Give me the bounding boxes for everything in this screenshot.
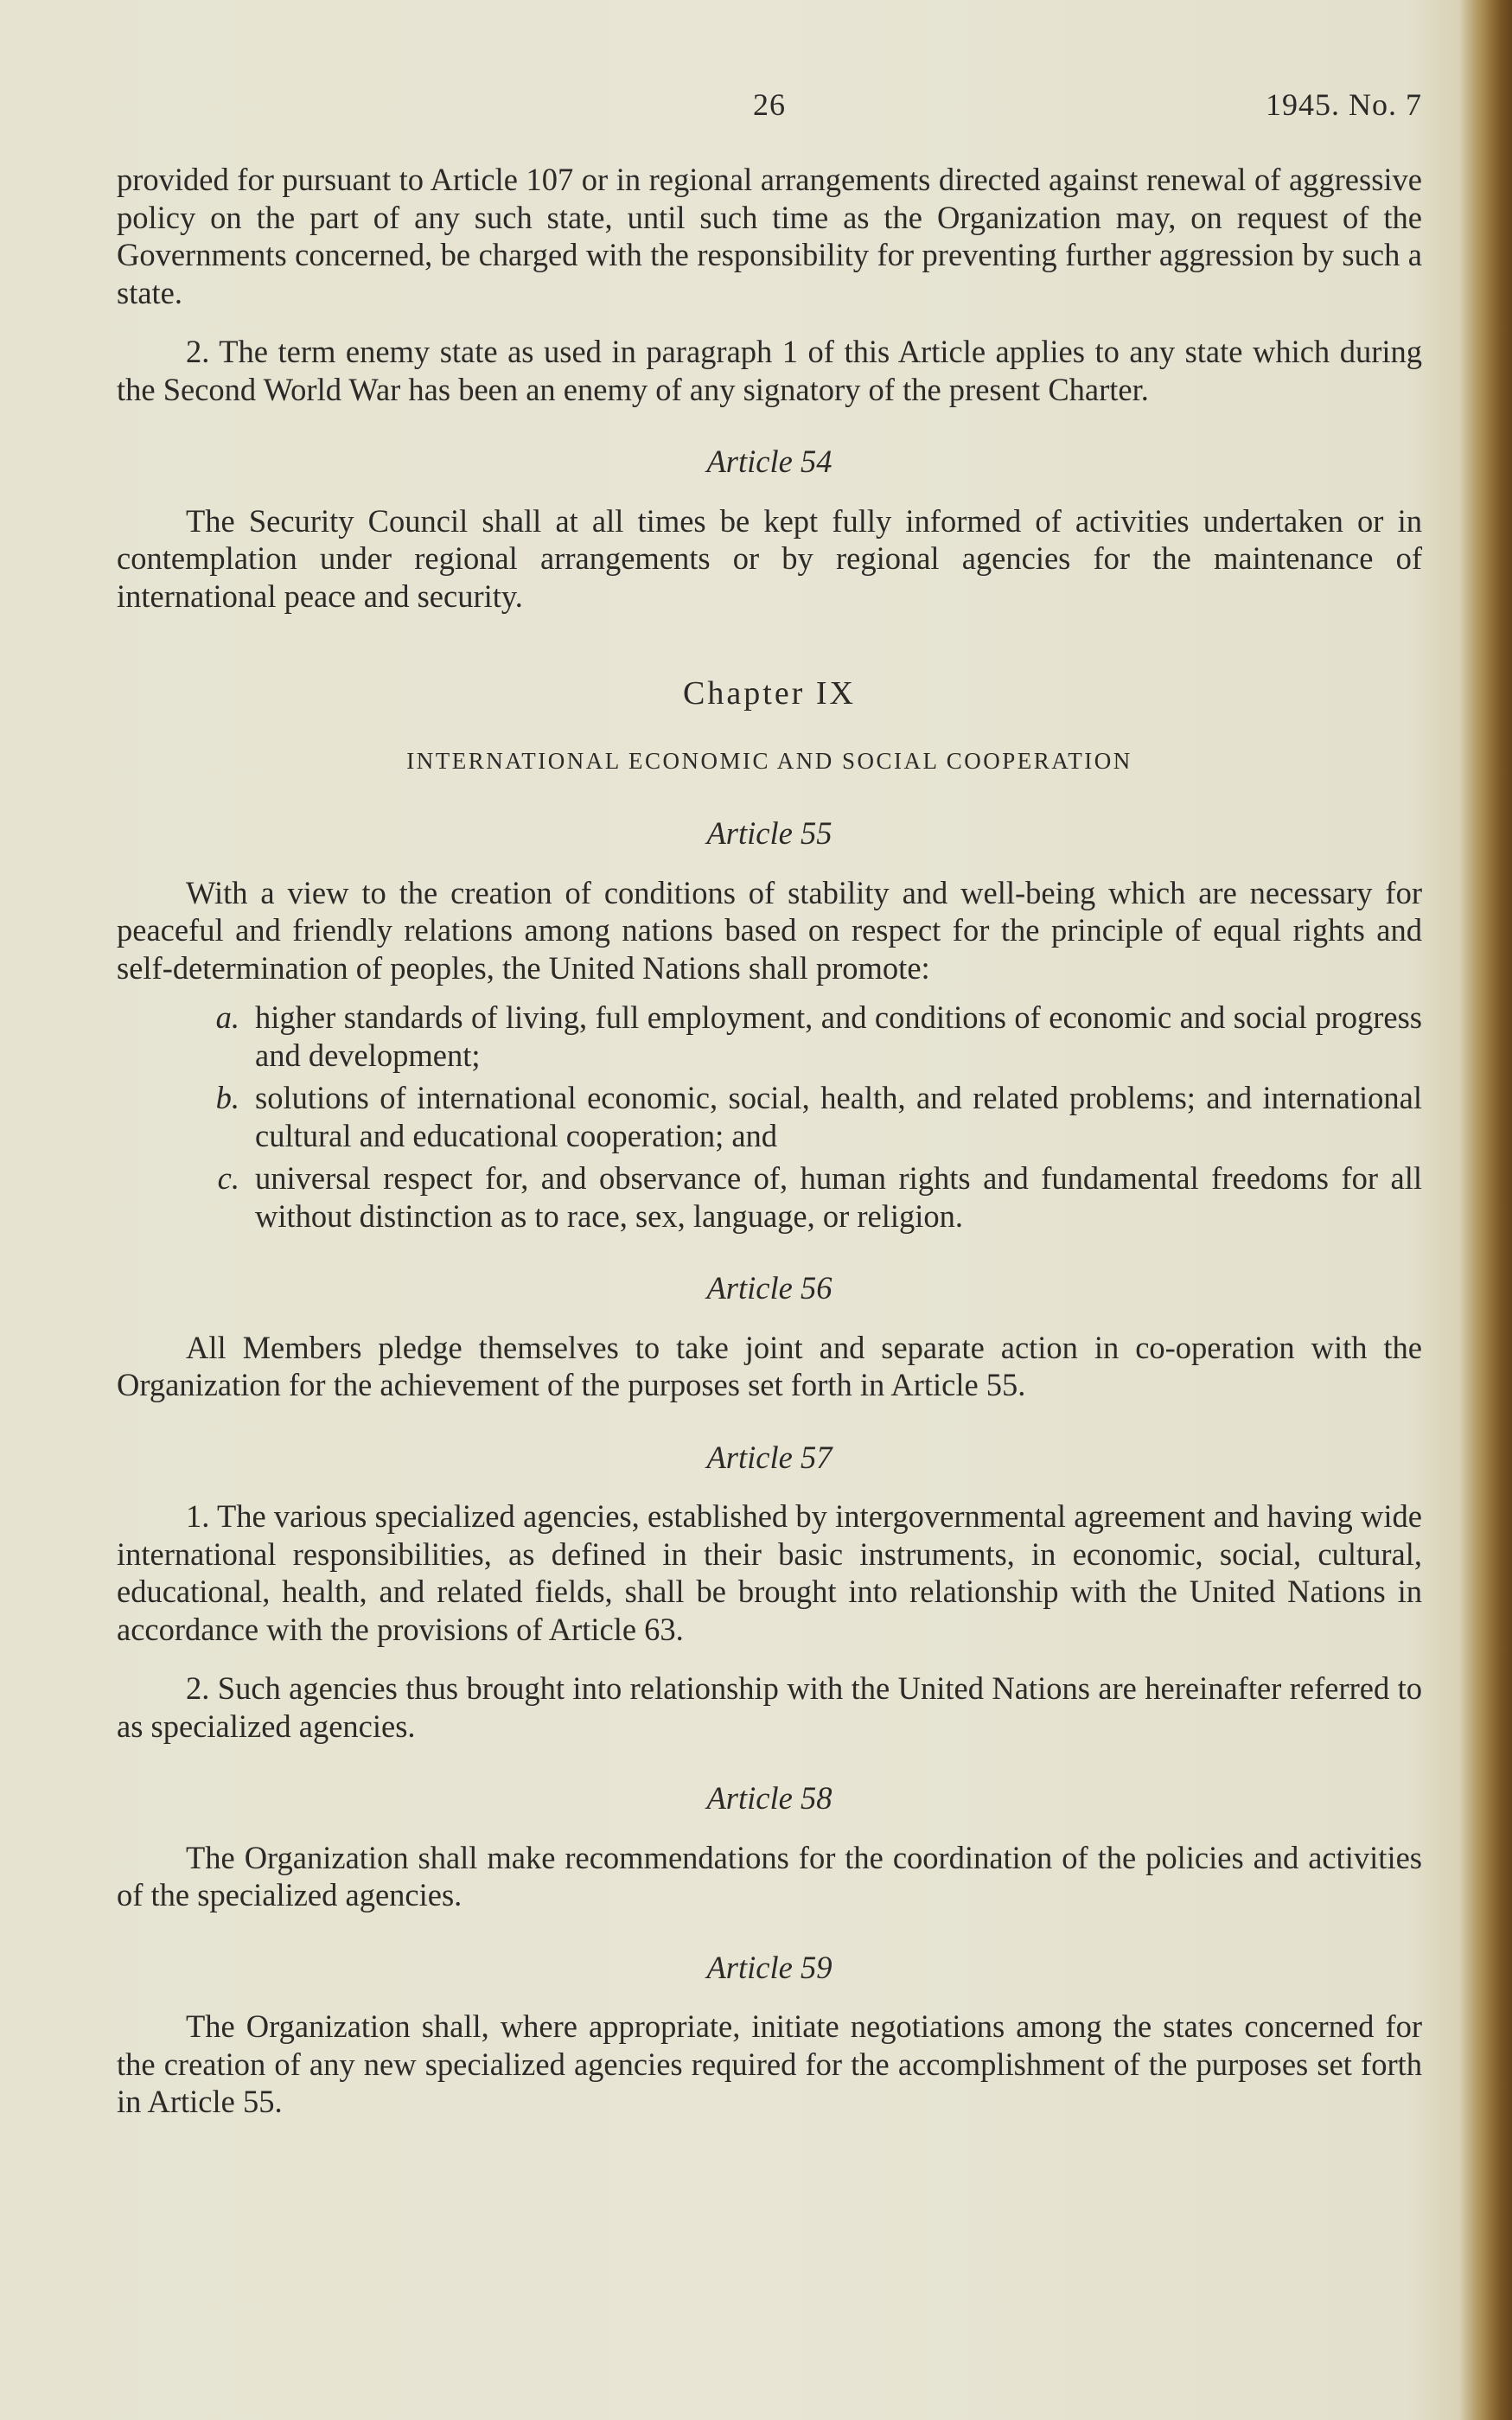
continued-paragraph: provided for pursuant to Article 107 or in regional arrangements directed against renewal of aggressive policy on the part of any such state, until such time as the Organization may, on request of the Governments concerned, be charged with the responsibility for preventing further aggression by such a state. [117, 162, 1422, 310]
article-57-paragraph-1: 1. The various specialized agencies, established by intergovernmental agreement and having wide international responsibilities, as defined in their basic instruments, in economic, social, cultural, educational, health, and related fields, shall be brought into relationship with the United Nations in accordance with the provisions of Article 63. [117, 1498, 1422, 1647]
document-body [117, 161, 1422, 2121]
chapter-heading: Chapter IX [683, 675, 856, 712]
list-item [117, 999, 1422, 1074]
running-head: 1945. No. 7 [1266, 87, 1422, 122]
article-59-text: The Organization shall, where appropriate, initiate negotiations among the states concerned for the creation of any new specialized agencies required for the accomplishment of the purposes set forth in Article 55. [117, 2008, 1422, 2119]
article-58-heading: Article 58 [706, 1780, 833, 1816]
article-56-text: All Members pledge themselves to take joint and separate action in co-operation with the Organization for the achievement of the purposes set forth in Article 55. [117, 1329, 1422, 1402]
chapter-title: INTERNATIONAL ECONOMIC AND SOCIAL COOPERATION [406, 747, 1132, 774]
page-header [117, 86, 1422, 135]
list-item-text: higher standards of living, full employment, and conditions of economic and social progress and development; [255, 999, 1422, 1073]
list-item [117, 1079, 1422, 1154]
article-58-text: The Organization shall make recommendations for the coordination of the policies and activities of the specialized agencies. [117, 1839, 1422, 1912]
article-54-heading: Article 54 [706, 444, 833, 479]
article-53-paragraph-2: 2. The term enemy state as used in paragraph 1 of this Article applies to any state which during the Second World War has been an enemy of any signatory of the present Charter. [117, 334, 1422, 407]
article-57-heading: Article 57 [706, 1439, 833, 1475]
list-item-label: a. [215, 999, 239, 1035]
article-56-heading: Article 56 [706, 1270, 833, 1306]
article-55-intro: With a view to the creation of conditions of stability and well-being which are necessary for peaceful and friendly relations among nations based on respect for the principle of equal rights and self-determination of peoples, the United Nations shall promote: [117, 874, 1422, 986]
page-number: 26 [753, 87, 786, 122]
list-item [117, 1159, 1422, 1235]
list-item-label: b. [215, 1080, 239, 1115]
list-item-text: universal respect for, and observance of, human rights and fundamental freedoms for all without distinction as to race, sex, language, or religion. [255, 1160, 1422, 1234]
article-55-list [117, 999, 1422, 1235]
page-binding-edge [1460, 0, 1512, 2420]
article-57-paragraph-2: 2. Such agencies thus brought into relationship with the United Nations are hereinafter referred to as specialized agencies. [117, 1670, 1422, 1744]
article-54-text: The Security Council shall at all times be kept fully informed of activities undertaken or in contemplation under regional arrangements or by regional agencies for the maintenance of international peace and security. [117, 502, 1422, 614]
list-item-text: solutions of international economic, social, health, and related problems; and international cultural and educational cooperation; and [255, 1080, 1422, 1153]
article-59-heading: Article 59 [706, 1949, 833, 1985]
list-item-label: c. [217, 1160, 239, 1196]
article-55-heading: Article 55 [706, 815, 833, 851]
